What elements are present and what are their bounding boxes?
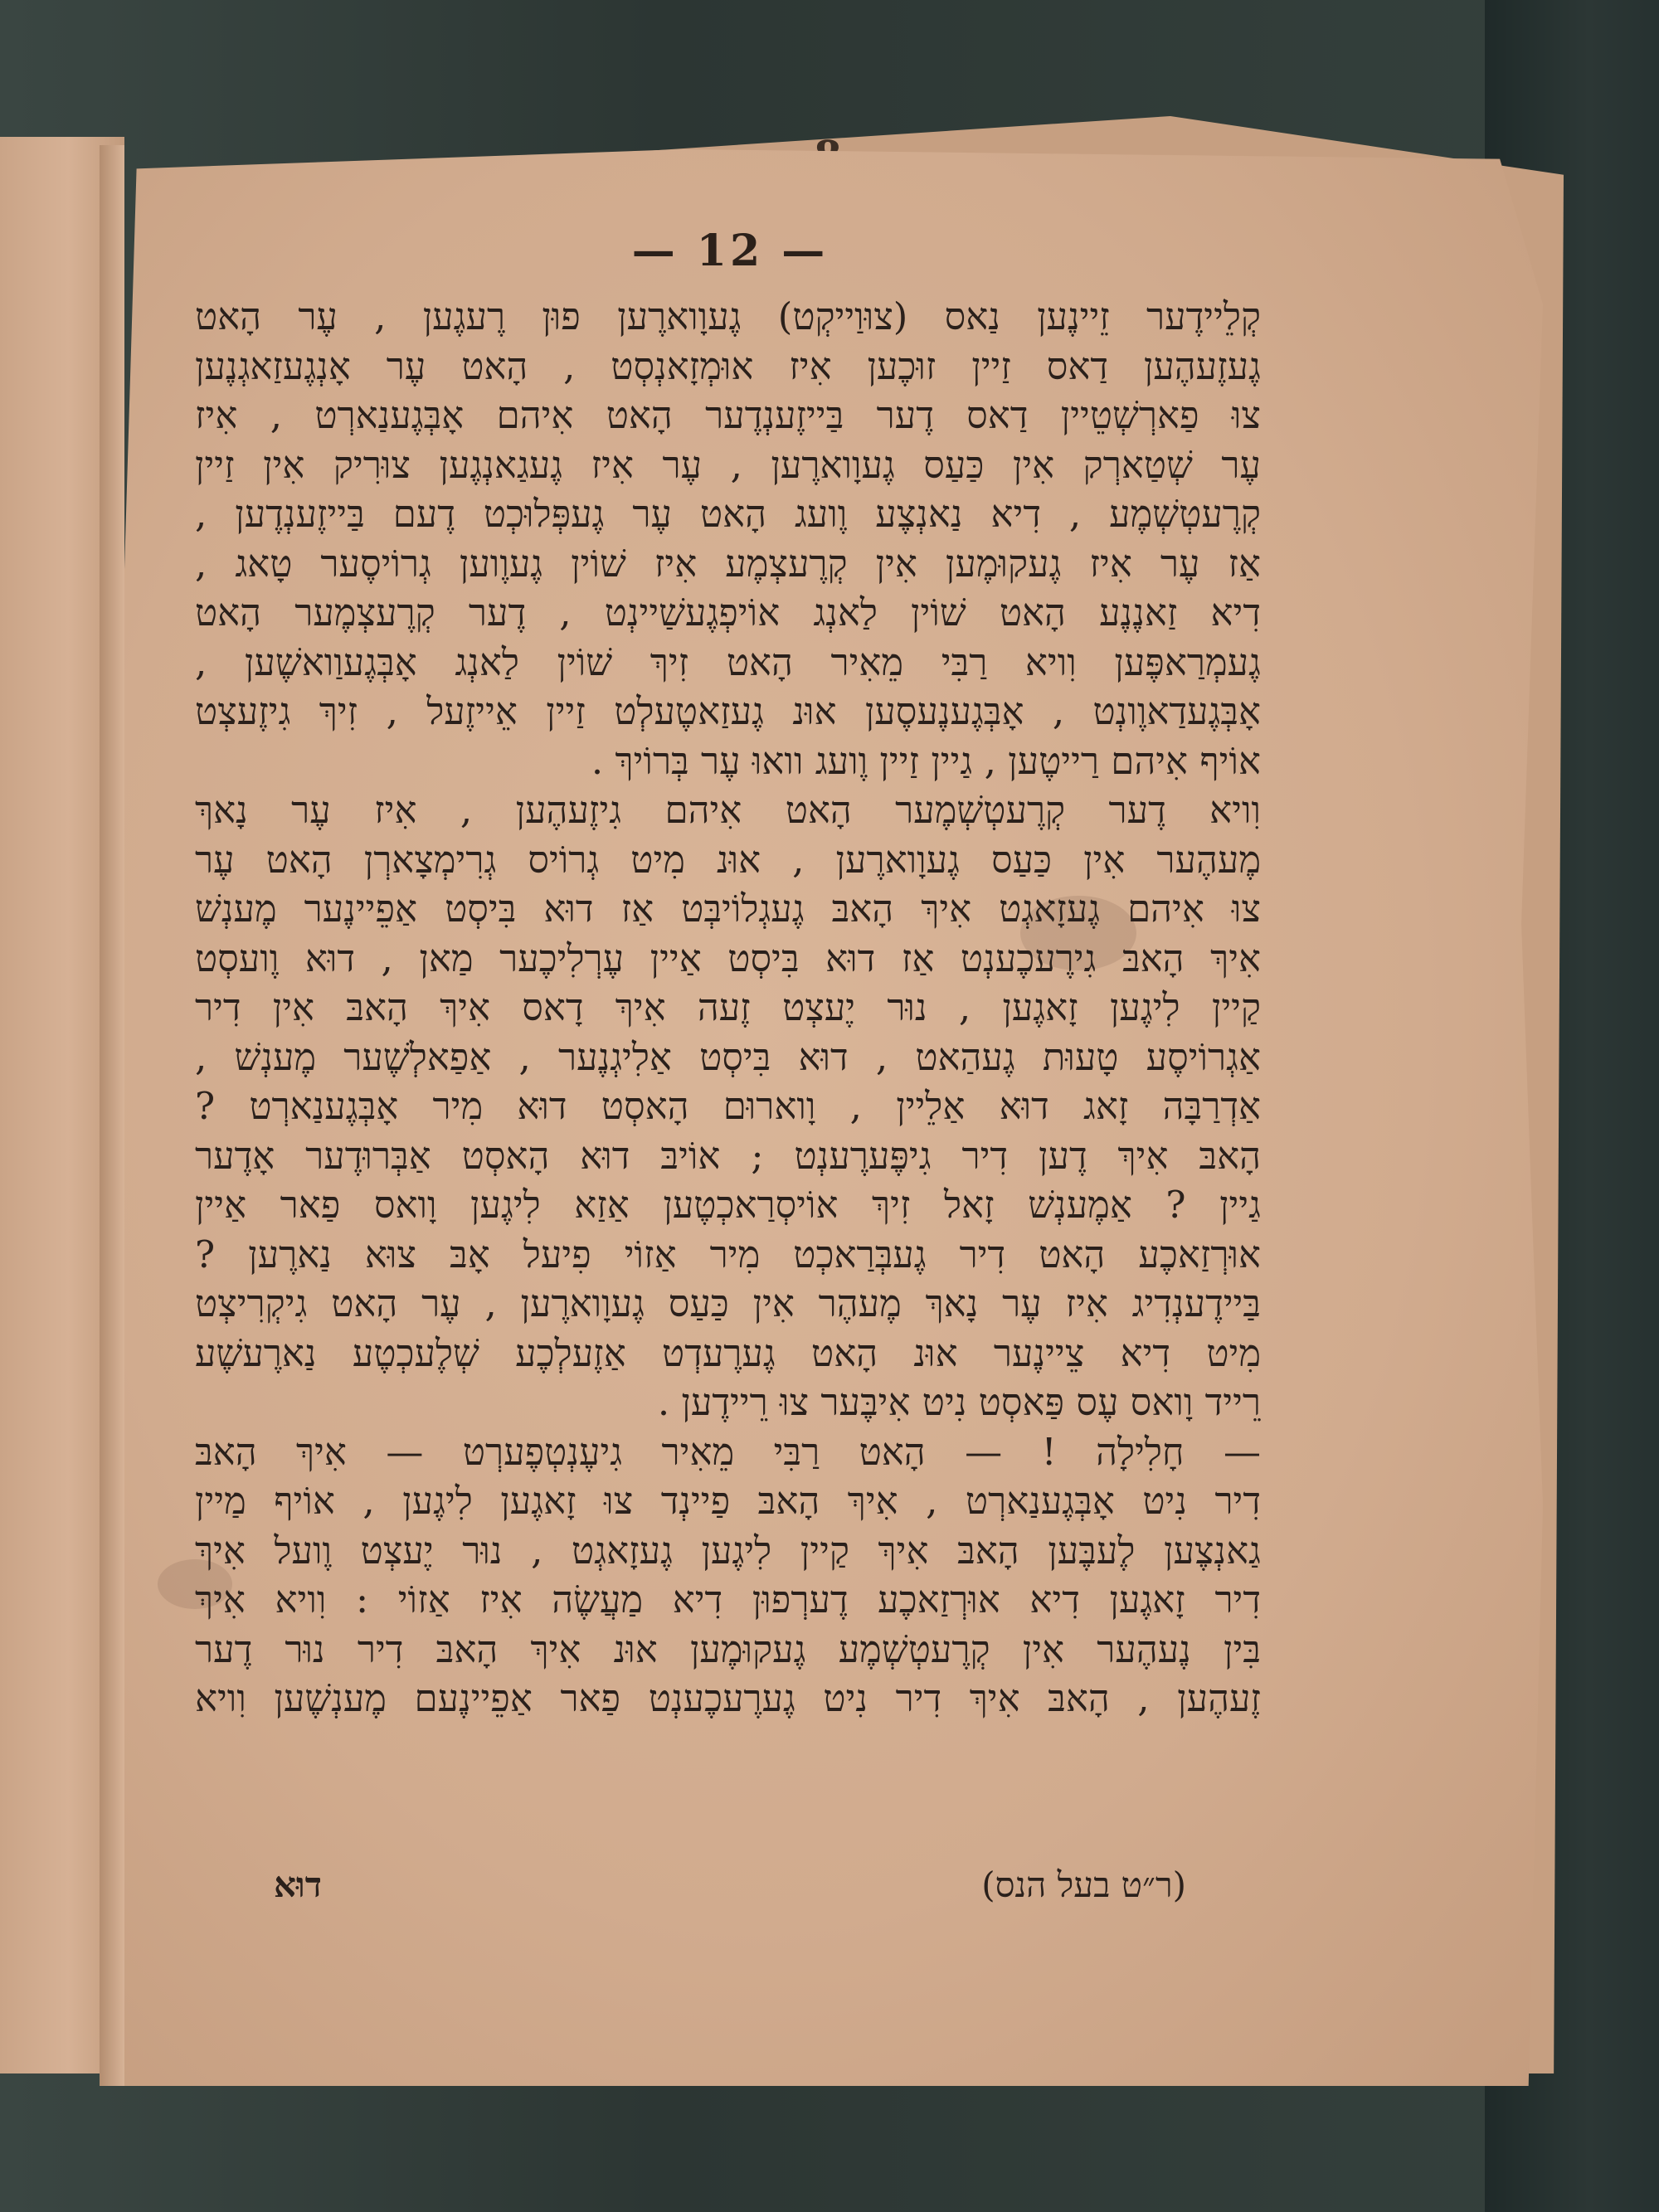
text-line: בִּין נֶעהֶער אִין קְרֶעטְשְׁמֶע גֶעקוּמֶען אוּנ אִיךְ הָאבּ דִיר נוּר דֶער: [195, 1626, 1261, 1671]
text-line: קְרֶעטְשְׁמֶע , דִיא נַאנְצֶע וֶועג הָאט עֶר גֶעפְּלוּכְט דֶעם בַּייזֶענְדֶען ,: [195, 492, 1261, 536]
text-line: דִיר זָאגֶען דִיא אוּרְזַאכֶע דֶערְפוּן דִיא מַעֲשֶׂה אִיז אַזוֹי : וִויא אִיךְ: [195, 1578, 1261, 1621]
page-footer: [274, 1864, 1269, 1914]
text-line: הָאבּ אִיךְ דֶען דִיר גִיפֶּערֶענְט ; אוֹיבּ דוּא הָאסְט אַבְּרוּדֶער אָדֶער: [195, 1133, 1261, 1178]
page-number: — 12 —: [631, 226, 829, 276]
page-gutter: [100, 145, 124, 2086]
text-line: אוּרְזַאכֶע הָאט דִיר גֶעבְּרַאכְט מִיר אַזוֹי פִיעל אָבּ צוּא נַארֶען ?: [195, 1232, 1261, 1276]
text-line: אוֹיף אִיהם רַייטֶען , גַיין זַיין וֶועג וואוּ עֶר בְּרוֹיךְ .: [591, 738, 1261, 783]
text-line: מִיט דִיא צֵיינֶער אוּנ הָאט גֶערֶעדְט אַזֶעלְכֶע שְׁלֶעכְטֶע נַארֶעשֶׁע: [195, 1330, 1261, 1375]
text-line: צוּ אִיהם גֶעזָאגְט אִיךְ הָאבּ גֶעגְלוֹיבְּט אַז דוּא בִּיסְט אַפֵיינֶער מֶענְשׁ: [195, 887, 1261, 931]
text-line: גֶעמְרַאפֶּען וִויא רַבִּי מֵאִיר הָאט זִיךְ שׁוֹין לַאנְג אָבְּגֶעוַואשֶׁען ,: [195, 639, 1261, 684]
text-line: בַּיידֶענְדִיג אִיז עֶר נָאךְ מֶעהֶר אִין כַּעַס גֶעוָוארֶען , עֶר הָאט גִיקְרִיצְט: [195, 1281, 1261, 1325]
page-text: [195, 292, 1261, 1723]
text-line: — חָלִילָה ! — הָאט רַבִּי מֵאִיר גִיעֶנְטְפֶערְט — אִיךְ הָאבּ: [195, 1429, 1261, 1474]
text-line: קַיין לִיגֶען זָאגֶען , נוּר יֶעצְט זֶעה אִיךְ דָאס אִיךְ הָאבּ אִין דִיר: [195, 985, 1261, 1029]
signature-note: (ר״ט בעל הנס): [981, 1864, 1186, 1905]
text-line: קְלֵיידֶער זֵיינֶען נַאס (צוּוַייקְט) גֶעוָוארֶען פוּן רֶעגֶען , עֶר הָאט: [195, 294, 1261, 338]
text-line: אִיךְ הָאבּ גִירֶעכֶענְט אַז דוּא בִּיסְט אַיין עֶרְלִיכֶער מַאן , דוּא וֶועסְט: [195, 936, 1261, 980]
text-line: מֶעהֶער אִין כַּעַס גֶעוָוארֶען , אוּנ מִיט גְרוֹיס גְרִימְצָארְן הָאט עֶר: [195, 837, 1261, 882]
text-line: אַדְרַבָּה זָאג דוּא אַלֵיין , וָוארוּם הָאסְט דוּא מִיר אָבְּגֶענַארְט ?: [195, 1084, 1261, 1128]
text-line: אָבְּגֶעדַאוֶונְט , אָבְּגֶענֶעסֶען אוּנ גֶעזַאטֶעלְט זַיין אֵייזֶעל , זִיךְ גִיזֶעצְט: [195, 689, 1261, 733]
text-line: אַגְרוֹיסֶע טָעוּת גֶעהַאט , דוּא בִּיסְט אַלִיגְנֶער , אַפַאלְשֶׁער מֶענְשׁ ,: [195, 1034, 1261, 1079]
text-line: גַאנְצֶען לֶעבֶּען הָאבּ אִיךְ קַיין לִיגֶען גֶעזָאגְט , נוּר יֶעצְט וֶועל אִיךְ: [195, 1528, 1261, 1573]
catchword: דוּא: [274, 1864, 322, 1905]
text-line: עֶר שְׁטַארְק אִין כַּעַס גֶעוָוארֶען , עֶר אִיז גֶעגַאנְגֶען צוּרִיק אִין זַיין: [195, 442, 1261, 487]
text-line: אַז עֶר אִיז גֶעקוּמֶען אִין קְרֶעצְמֶע אִיז שׁוֹין גֶעוֶוען גְרוֹיסֶער טָאג ,: [195, 541, 1261, 586]
text-line: דִיר נִיט אָבְּגֶענַארְט , אִיךְ הָאבּ פַיינְד צוּ זָאגֶען לִיגֶען , אוֹיף מַיין: [195, 1479, 1261, 1523]
text-line: דִיא זַאנֶנֶע הָאט שׁוֹין לַאנְג אוֹיפְגֶעשַׁיינְט , דֶער קְרֶעצְמֶער הָאט: [195, 591, 1261, 634]
text-line: זֶעהֶען , הָאבּ אִיךְ דִיר נִיט גֶערֶעכֶענְט פַאר אַפֵיינֶעם מֶענְשֶׁען וִויא: [195, 1676, 1261, 1720]
text-line: צוּ פַארְשְׁטֵיין דַאס דֶער בַּייזֶענְדֶער הָאט אִיהם אָבְּגֶענַארְט , אִיז: [195, 393, 1261, 437]
text-line: גֶעזֶעהֶען דַאס זַיין זוּכֶען אִיז אוּמְזָאנְסְט , הָאט עֶר אָנְגֶעזַאגְנֶען: [195, 343, 1261, 388]
text-line: וִויא דֶער קְרֶעטְשְׁמֶער הָאט אִיהם גִיזֶעהֶען , אִיז עֶר נָאךְ: [195, 788, 1261, 832]
text-line: גַיין ? אַמֶענְשׁ זָאל זִיךְ אוֹיסְרַאכְטֶען אַזַא לִיגֶען וָואס פַאר אַיין: [195, 1183, 1261, 1227]
text-line: רֵייד וָואס עֶס פַּאסְט נִיט אִיבֶּער צוּ רֵיידֶען .: [657, 1380, 1261, 1424]
